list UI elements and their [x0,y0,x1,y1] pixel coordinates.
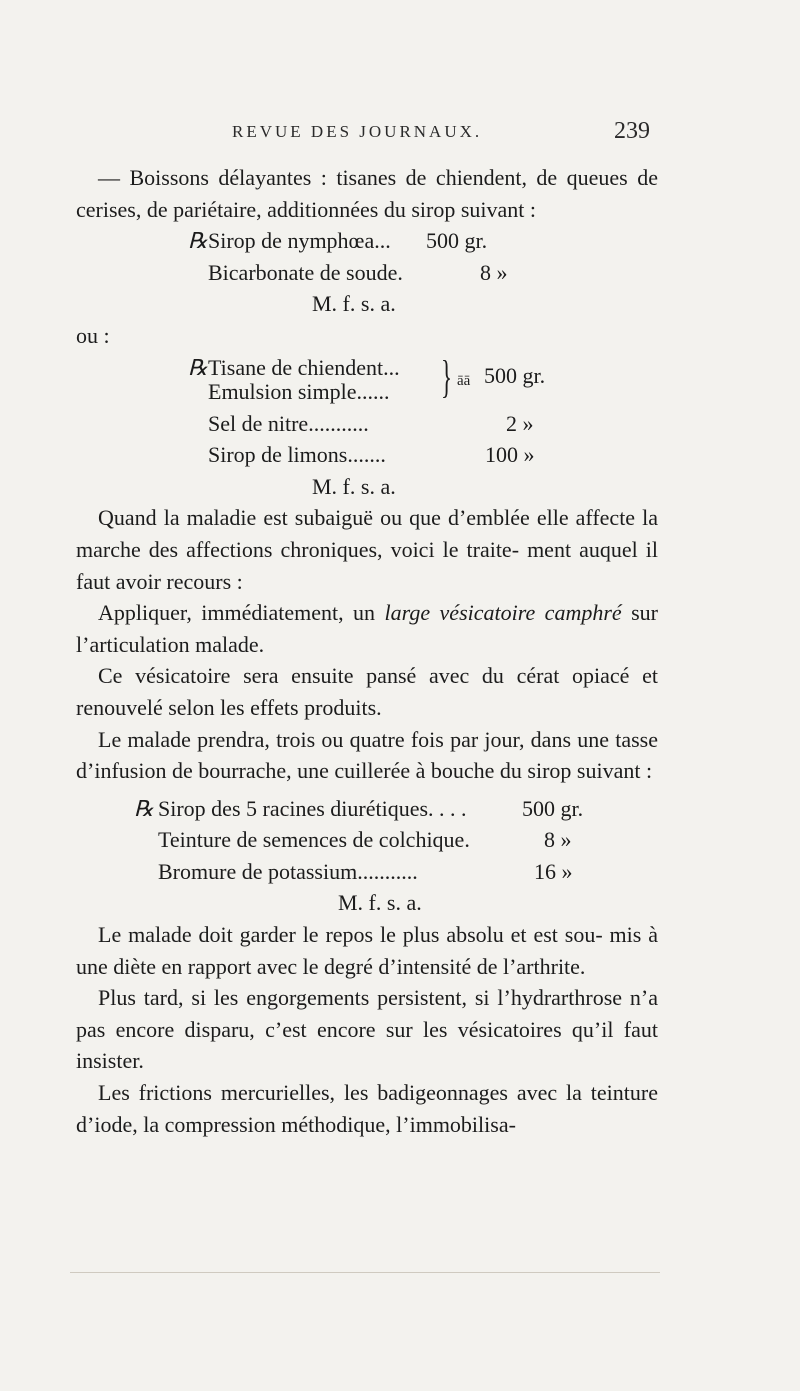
ingredient-name: Sirop des 5 racines diurétiques. . . . [158,795,467,821]
mfsa-label: M. f. s. a. [338,890,422,916]
ana-label: āā [457,372,471,389]
ingredient-quantity: 100 » [485,442,535,468]
page-number: 239 [614,118,650,144]
ou-label: ou : [76,322,110,348]
rx-symbol-icon: ℞ [134,795,154,821]
page-body [76,162,658,1140]
ingredient-quantity: 16 » [534,858,573,884]
ingredient-name: Sel de nitre........... [208,410,369,436]
ingredient-quantity: 8 » [480,259,508,285]
ingredient-name: Emulsion simple...... [208,378,390,404]
ingredient-name: Tisane de chiendent... [208,354,400,380]
text-run: sur l’articulation malade. [76,600,658,657]
paragraph-plus-tard: Plus tard, si les engorgements persistent, si l’hydrarthrose n’a pas encore disparu, c’est encore sur les vésicatoires qu’il faut insister. [76,985,658,1074]
paragraph-repos: Le malade doit garder le repos le plus absolu et est sou- mis à une diète en rapport avec le degré d’intensité de l’arthrite. [76,922,658,979]
paragraph-boissons: — Boissons délayantes : tisanes de chiendent, de queues de cerises, de pariétaire, additionnées du sirop suivant : [76,165,658,222]
mfsa-label: M. f. s. a. [312,291,396,317]
paragraph-frictions: Les frictions mercurielles, les badigeonnages avec la teinture d’iode, la compression méthodique, l’immobilisa- [76,1080,658,1137]
prescription-line [76,257,658,289]
emphasized-text: large vésicatoire camphré [384,600,622,626]
ingredient-name: Bromure de potassium........... [158,858,418,884]
ingredient-quantity: 8 » [544,827,572,853]
ingredient-quantity: 2 » [506,410,534,436]
page-header [0,118,800,152]
text-run: Appliquer, immédiatement, un [98,600,385,626]
prescription-2 [76,352,658,503]
prescription-3 [76,793,658,919]
prescription-brace-group [76,352,658,408]
mfsa-label: M. f. s. a. [312,473,396,499]
ingredient-name: Teinture de semences de colchique. [158,827,470,853]
ingredient-name: Bicarbonate de soude. [208,259,403,285]
rx-symbol-icon: ℞ [188,228,208,254]
prescription-line [76,793,658,825]
prescription-line [76,856,658,888]
prescription-1 [76,225,658,320]
prescription-line [76,439,658,471]
prescription-line [76,408,658,440]
prescription-line [76,824,658,856]
ingredient-quantity: 500 gr. [522,795,584,821]
ingredient-quantity: 500 gr. [426,228,488,254]
prescription-line [76,225,658,257]
ingredient-name: Sirop de limons....... [208,442,386,468]
paragraph-pansement: Ce vésicatoire sera ensuite pansé avec du cérat opiacé et renouvelé selon les effets produits. [76,663,658,720]
ingredient-quantity: 500 gr. [484,362,546,388]
curly-brace-icon: } [441,350,453,402]
running-head: REVUE DES JOURNAUX. [232,122,483,141]
prescription-instruction [76,887,658,919]
prescription-instruction [76,288,658,320]
ingredient-name: Sirop de nymphœa... [208,228,391,254]
paragraph-vesicatoire [76,597,658,660]
page-crease [70,1272,660,1273]
paragraph-subaigue: Quand la maladie est subaiguë ou que d’emblée elle affecte la marche des affections chroniques, voici le traite- ment auquel il faut avoir recours : [76,505,658,594]
rx-symbol-icon: ℞ [188,354,208,380]
paragraph-malade-prendra: Le malade prendra, trois ou quatre fois par jour, dans une tasse d’infusion de bourrache, une cuillerée à bouche du sirop suivant : [76,726,658,784]
prescription-instruction [76,471,658,503]
